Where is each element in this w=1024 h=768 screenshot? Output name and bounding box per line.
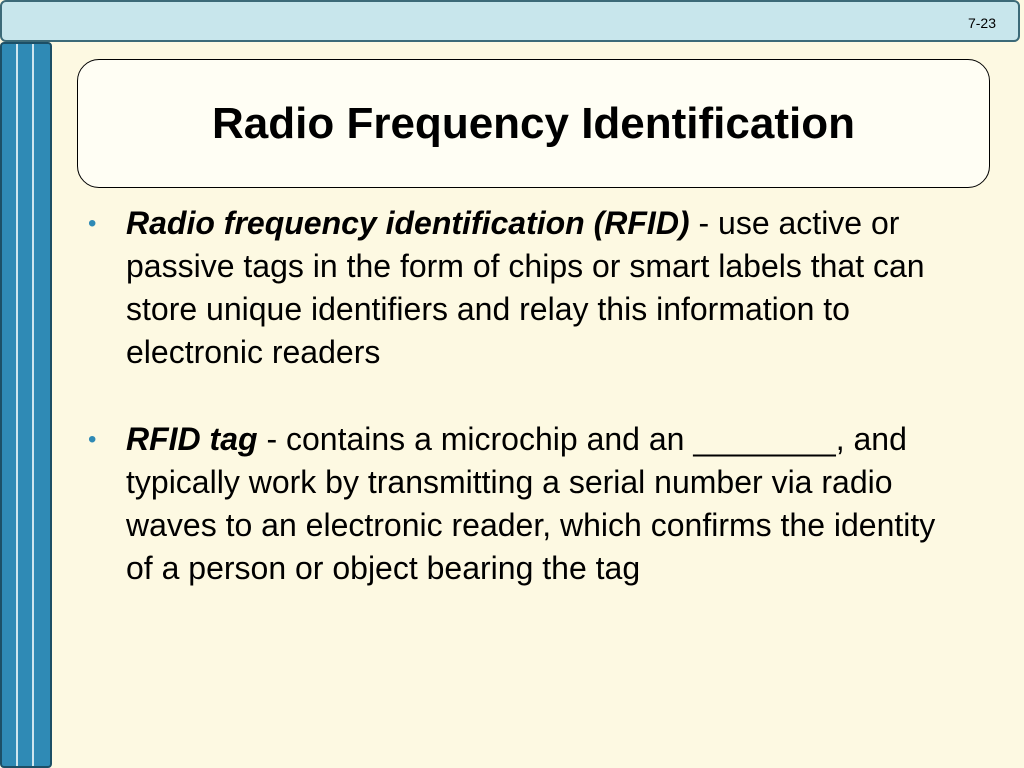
slide-title: Radio Frequency Identification [212,98,855,148]
strip-line [16,44,18,766]
slide-number: 7-23 [967,15,996,31]
strip-line [32,44,34,766]
bullet-text: - contains a microchip and an ________, and typically work by transmitting a serial number via radio waves to an electronic reader, which confirms the identity of a person or object bearing the tag [126,421,936,586]
bullet-term: Radio frequency identification (RFID) [126,205,690,241]
bullet-text: - use active or passive tags in the form of chips or smart labels that can store unique identifiers and relay this information to electronic readers [126,205,925,370]
bullet-item-rfid [86,202,966,374]
bullet-term: RFID tag [126,421,258,457]
title-box [77,59,990,188]
bullet-icon: • [88,426,97,453]
bullet-list [86,202,966,634]
bullet-item-rfid-tag [86,418,966,590]
side-decoration-strip [0,42,52,768]
header-bar [0,0,1020,42]
bullet-icon: • [88,210,97,237]
